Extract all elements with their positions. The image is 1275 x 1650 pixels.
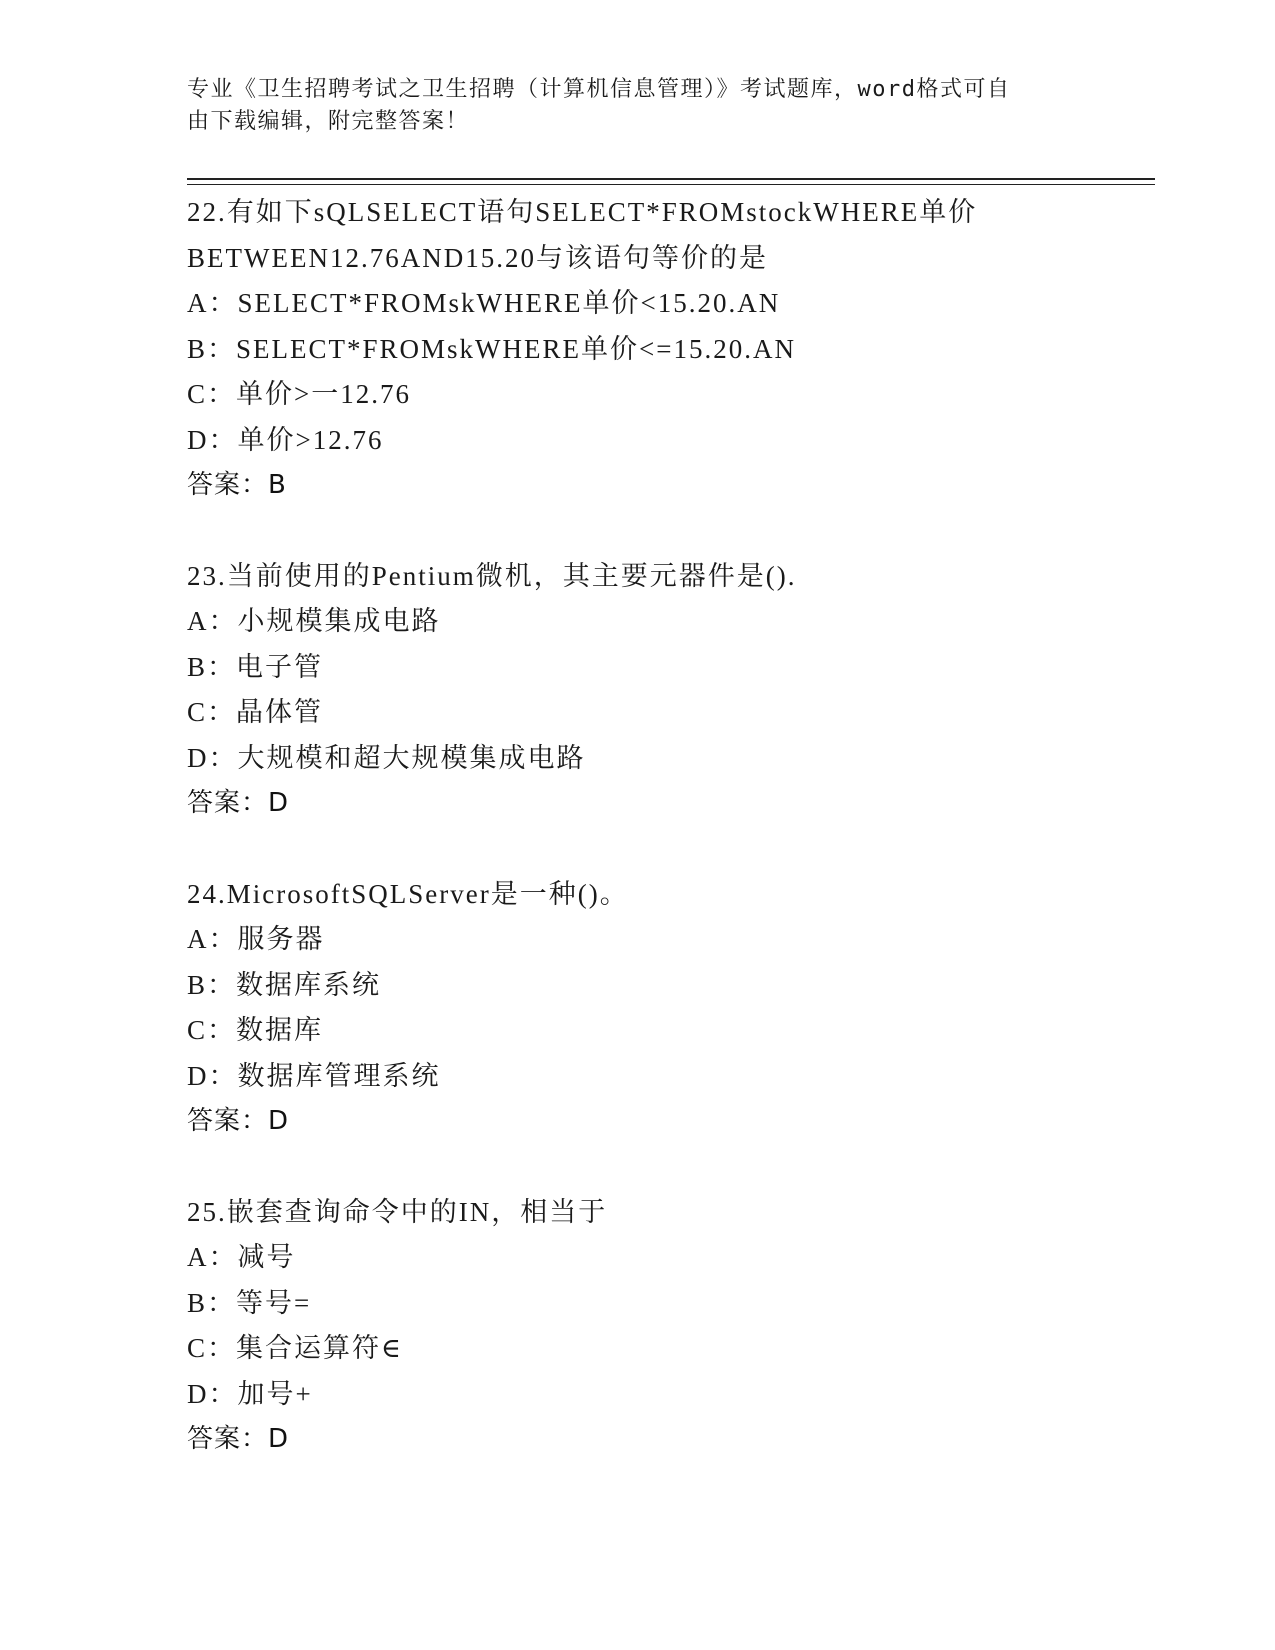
header-divider-thick xyxy=(187,178,1155,180)
option-a: A：SELECT*FROMskWHERE单价<15.20.AN xyxy=(187,288,781,318)
answer-label: 答案：B xyxy=(187,470,287,500)
question-24 xyxy=(187,872,1155,1145)
question-stem-line: 22.有如下sQLSELECT语句SELECT*FROMstockWHERE单价 xyxy=(187,197,978,227)
option-c: C：数据库 xyxy=(187,1015,324,1045)
option-d: D：单价>12.76 xyxy=(187,424,384,455)
header-line-2: 由下载编辑，附完整答案！ xyxy=(187,109,470,134)
option-b: B：数据库系统 xyxy=(187,969,382,1000)
answer-label: 答案：D xyxy=(187,788,290,818)
question-stem-line: 23.当前使用的Pentium微机，其主要元器件是(). xyxy=(187,560,797,591)
question-23 xyxy=(187,554,1155,827)
option-a: A：减号 xyxy=(187,1242,296,1272)
question-stem-line: 25.嵌套查询命令中的IN，相当于 xyxy=(187,1196,608,1227)
option-d: D：加号+ xyxy=(187,1378,313,1409)
option-a: A：小规模集成电路 xyxy=(187,606,441,636)
answer-label: 答案：D xyxy=(187,1106,290,1136)
option-c: C：单价>一12.76 xyxy=(187,379,411,409)
option-d: D：数据库管理系统 xyxy=(187,1060,441,1091)
option-d: D：大规模和超大规模集成电路 xyxy=(187,742,586,773)
answer-label: 答案：D xyxy=(187,1424,290,1454)
option-a: A：服务器 xyxy=(187,924,325,954)
option-b: B：等号= xyxy=(187,1287,312,1318)
question-list xyxy=(187,190,1155,1508)
question-stem-line: 24.MicrosoftSQLServer是一种()。 xyxy=(187,878,629,909)
question-stem-line: BETWEEN12.76AND15.20与该语句等价的是 xyxy=(187,242,768,273)
header-line-1: 专业《卫生招聘考试之卫生招聘（计算机信息管理）》考试题库，word格式可自 xyxy=(187,77,1011,102)
question-22 xyxy=(187,190,1155,509)
option-c: C：集合运算符∈ xyxy=(187,1333,403,1363)
option-b: B：SELECT*FROMskWHERE单价<=15.20.AN xyxy=(187,333,796,364)
option-b: B：电子管 xyxy=(187,651,324,682)
header-divider-thin xyxy=(187,184,1155,185)
option-c: C：晶体管 xyxy=(187,697,324,727)
question-25 xyxy=(187,1190,1155,1463)
document-header xyxy=(187,74,1087,138)
